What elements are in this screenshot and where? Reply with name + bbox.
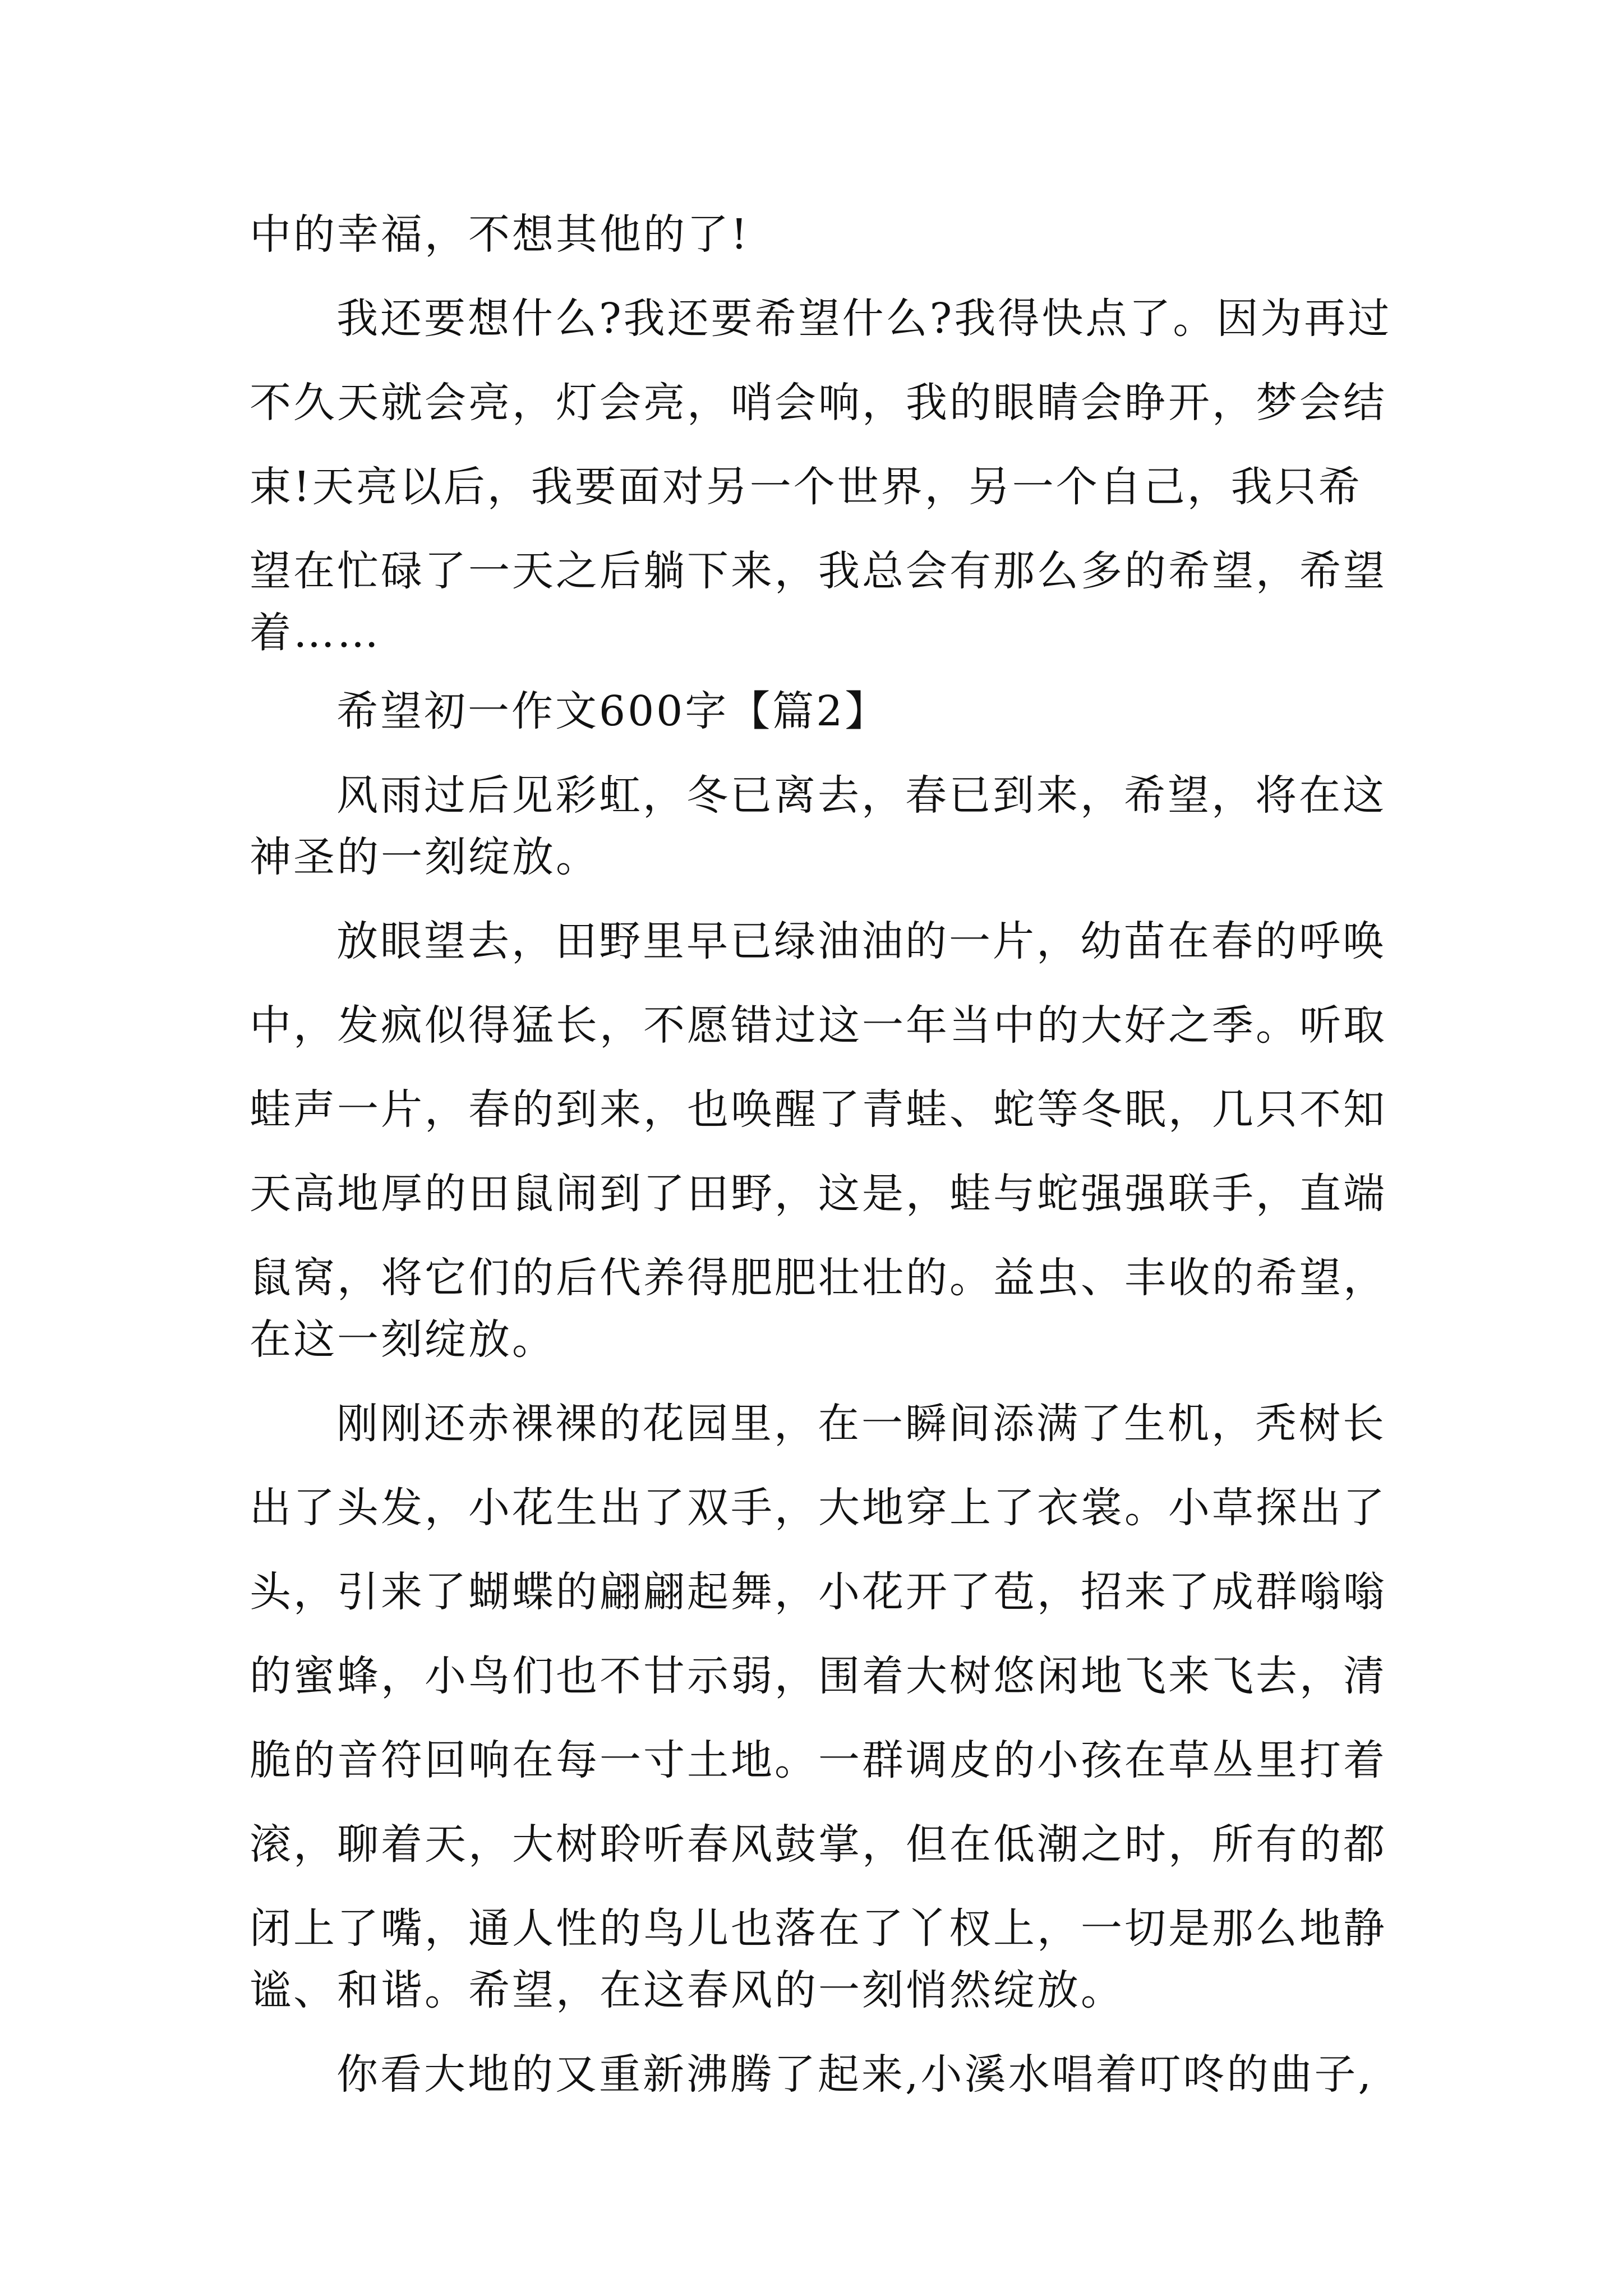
text-line: 不久天就会亮，灯会亮，哨会响，我的眼睛会睁开，梦会结 — [250, 379, 1387, 427]
text-line: 谧、和谐。希望，在这春风的一刻悄然绽放。 — [250, 1966, 1124, 2014]
section-heading: 希望初一作文600字【篇2】 — [336, 687, 889, 735]
text-line: 望在忙碌了一天之后躺下来，我总会有那么多的希望，希望 — [250, 547, 1387, 595]
text-line: 着…… — [250, 609, 381, 657]
text-line: 脆的音符回响在每一寸土地。一群调皮的小孩在草丛里打着 — [250, 1736, 1387, 1784]
text-line: 蛙声一片，春的到来，也唤醒了青蛙、蛇等冬眠，几只不知 — [250, 1085, 1387, 1134]
text-line: 鼠窝，将它们的后代养得肥肥壮壮的。益虫、丰收的希望， — [250, 1254, 1387, 1302]
text-line: 中，发疯似得猛长，不愿错过这一年当中的大好之季。听取 — [250, 1001, 1387, 1050]
text-line: 我还要想什么?我还要希望什么?我得快点了。因为再过 — [336, 295, 1392, 343]
text-line: 风雨过后见彩虹，冬已离去，春已到来，希望，将在这 — [336, 771, 1386, 820]
text-line: 的蜜蜂，小鸟们也不甘示弱，围着大树悠闲地飞来飞去，清 — [250, 1652, 1387, 1700]
text-line: 放眼望去，田野里早已绿油油的一片，幼苗在春的呼唤 — [336, 917, 1386, 965]
text-line: 闭上了嘴，通人性的鸟儿也落在了丫杈上，一切是那么地静 — [250, 1904, 1387, 1953]
text-line: 你看大地的又重新沸腾了起来,小溪水唱着叮咚的曲子, — [336, 2050, 1374, 2099]
text-line: 神圣的一刻绽放。 — [250, 833, 600, 881]
text-line: 刚刚还赤裸裸的花园里，在一瞬间添满了生机，秃树长 — [336, 1400, 1386, 1448]
text-line: 滚，聊着天，大树聆听春风鼓掌，但在低潮之时，所有的都 — [250, 1820, 1387, 1869]
text-line: 中的幸福，不想其他的了! — [250, 210, 750, 259]
text-line: 出了头发，小花生出了双手，大地穿上了衣裳。小草探出了 — [250, 1484, 1387, 1532]
text-line: 束!天亮以后，我要面对另一个世界，另一个自己，我只希 — [250, 463, 1362, 511]
text-line: 头，引来了蝴蝶的翩翩起舞，小花开了苞，招来了成群嗡嗡 — [250, 1568, 1387, 1616]
text-line: 天高地厚的田鼠闹到了田野，这是，蛙与蛇强强联手，直端 — [250, 1170, 1387, 1218]
text-line: 在这一刻绽放。 — [250, 1315, 556, 1364]
